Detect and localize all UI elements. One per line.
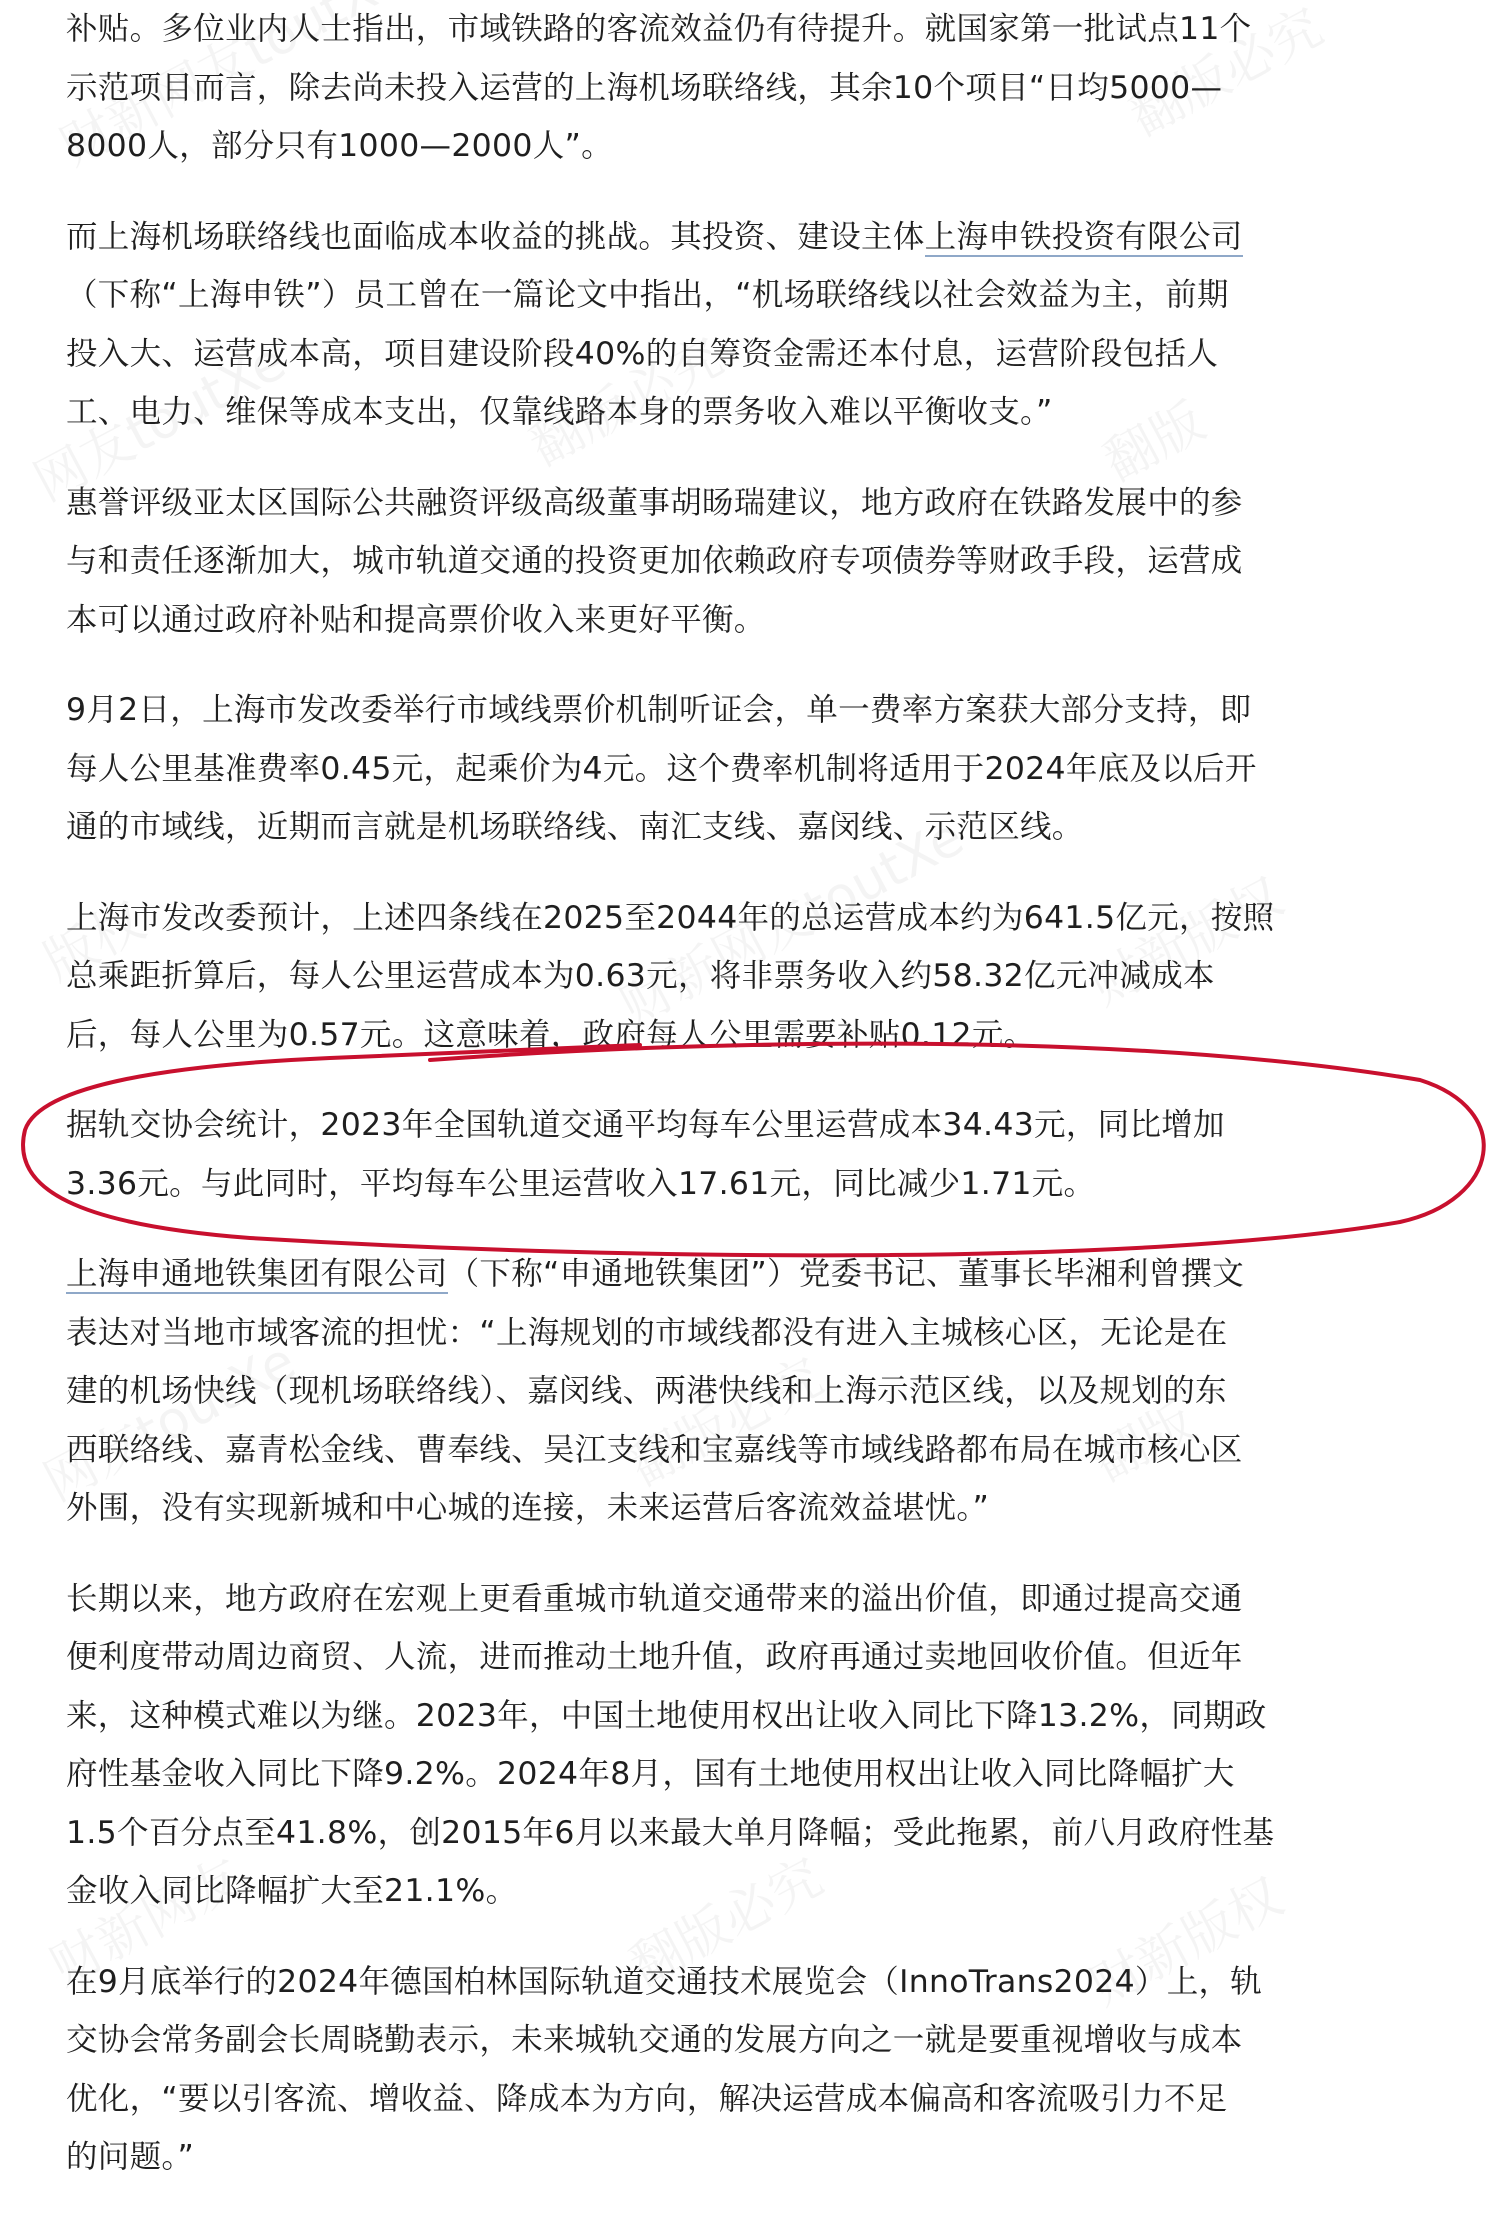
text-line: 外围，没有实现新城和中心城的连接，未来运营后客流效益堪忧。”	[66, 1490, 990, 1526]
text-line: 示范项目而言，除去尚未投入运营的上海机场联络线，其余10个项目“日均5000—	[66, 69, 1223, 106]
text-line: 9月2日，上海市发改委举行市域线票价机制听证会，单一费率方案获大部分支持，即	[66, 692, 1252, 728]
text-segment: 而上海机场联络线也面临成本收益的挑战。其投资、建设主体	[66, 218, 925, 255]
text-line: 总乘距折算后，每人公里运营成本为0.63元，将非票务收入约58.32亿元冲减成本	[66, 958, 1215, 994]
text-line: 上海市发改委预计，上述四条线在2025至2044年的总运营成本约为641.5亿元，按照	[66, 899, 1275, 936]
text-line: 每人公里基准费率0.45元，起乘价为4元。这个费率机制将适用于2024年底及以后开	[66, 750, 1257, 787]
text-line: 来，这种模式难以为继。2023年，中国土地使用权出让收入同比下降13.2%，同期政	[66, 1697, 1267, 1734]
text-line: 工、电力、维保等成本支出，仅靠线路本身的票务收入难以平衡收支。”	[66, 394, 1053, 430]
article-body	[66, 0, 1434, 2187]
text-line: 长期以来，地方政府在宏观上更看重城市轨道交通带来的溢出价值，即通过提高交通	[66, 1580, 1243, 1617]
text-line: 交协会常务副会长周晓勤表示，未来城轨交通的发展方向之一就是要重视增收与成本	[66, 2022, 1243, 2058]
text-line: 后，每人公里为0.57元。这意味着，政府每人公里需要补贴0.12元。	[66, 1016, 1036, 1053]
text-line: 本可以通过政府补贴和提高票价收入来更好平衡。	[66, 601, 766, 638]
paragraph-cost-estimate	[66, 889, 1434, 1065]
text-line: 府性基金收入同比下降9.2%。2024年8月，国有土地使用权出让收入同比降幅扩大	[66, 1756, 1235, 1792]
company-link-shenyi[interactable]: 上海申铁投资有限公司	[924, 218, 1243, 255]
text-segment: （下称“申通地铁集团”）党委书记、董事长毕湘利曾撰文	[447, 1256, 1245, 1292]
text-line: 便利度带动周边商贸、人流，进而推动土地升值，政府再通过卖地回收价值。但近年	[66, 1639, 1243, 1675]
text-line: （下称“上海申铁”）员工曾在一篇论文中指出，“机场联络线以社会效益为主，前期	[66, 277, 1229, 313]
paragraph-land-revenue	[66, 1570, 1434, 1921]
paragraph-innotrans	[66, 1953, 1434, 2187]
paragraph-ridership	[66, 0, 1434, 176]
paragraph-shentong-concern	[66, 1245, 1434, 1538]
paragraph-association-stats	[66, 1096, 1434, 1213]
text-line: 的问题。”	[66, 2139, 195, 2175]
text-line: 投入大、运营成本高，项目建设阶段40%的自筹资金需还本付息，运营阶段包括人	[66, 335, 1219, 372]
text-line: 在9月底举行的2024年德国柏林国际轨道交通技术展览会（InnoTrans2024）上，轨	[66, 1963, 1263, 2000]
text-line: 1.5个百分点至41.8%，创2015年6月以来最大单月降幅；受此拖累，前八月政府性基	[66, 1814, 1275, 1851]
text-line: 表达对当地市域客流的担忧：“上海规划的市域线都没有进入主城核心区，无论是在	[66, 1314, 1228, 1351]
text-line: 通的市域线，近期而言就是机场联络线、南汇支线、嘉闵线、示范区线。	[66, 809, 1084, 845]
text-line: 8000人，部分只有1000—2000人”。	[66, 128, 613, 164]
text-line: 据轨交协会统计，2023年全国轨道交通平均每车公里运营成本34.43元，同比增加	[66, 1107, 1225, 1143]
paragraph-fitch-advice	[66, 474, 1434, 650]
text-line: 金收入同比降幅扩大至21.1%。	[66, 1873, 518, 1909]
text-line: 惠誉评级亚太区国际公共融资评级高级董事胡旸瑞建议，地方政府在铁路发展中的参	[66, 484, 1243, 521]
text-line: 与和责任逐渐加大，城市轨道交通的投资更加依赖政府专项债券等财政手段，运营成	[66, 543, 1243, 579]
text-line: 优化，“要以引客流、增收益、降成本为方向，解决运营成本偏高和客流吸引力不足	[66, 2080, 1228, 2117]
company-link-shentong[interactable]: 上海申通地铁集团有限公司	[66, 1256, 448, 1292]
text-line: 3.36元。与此同时，平均每车公里运营收入17.61元，同比减少1.71元。	[66, 1165, 1096, 1202]
text-line: 补贴。多位业内人士指出，市域铁路的客流效益仍有待提升。就国家第一批试点11个	[66, 11, 1252, 47]
paragraph-airport-link-cost	[66, 208, 1434, 442]
text-line: 建的机场快线（现机场联络线）、嘉闵线、两港快线和上海示范区线，以及规划的东	[66, 1373, 1227, 1409]
text-line: 西联络线、嘉青松金线、曹奉线、吴江支线和宝嘉线等市域线路都布局在城市核心区	[66, 1431, 1243, 1468]
paragraph-fare-hearing	[66, 681, 1434, 857]
